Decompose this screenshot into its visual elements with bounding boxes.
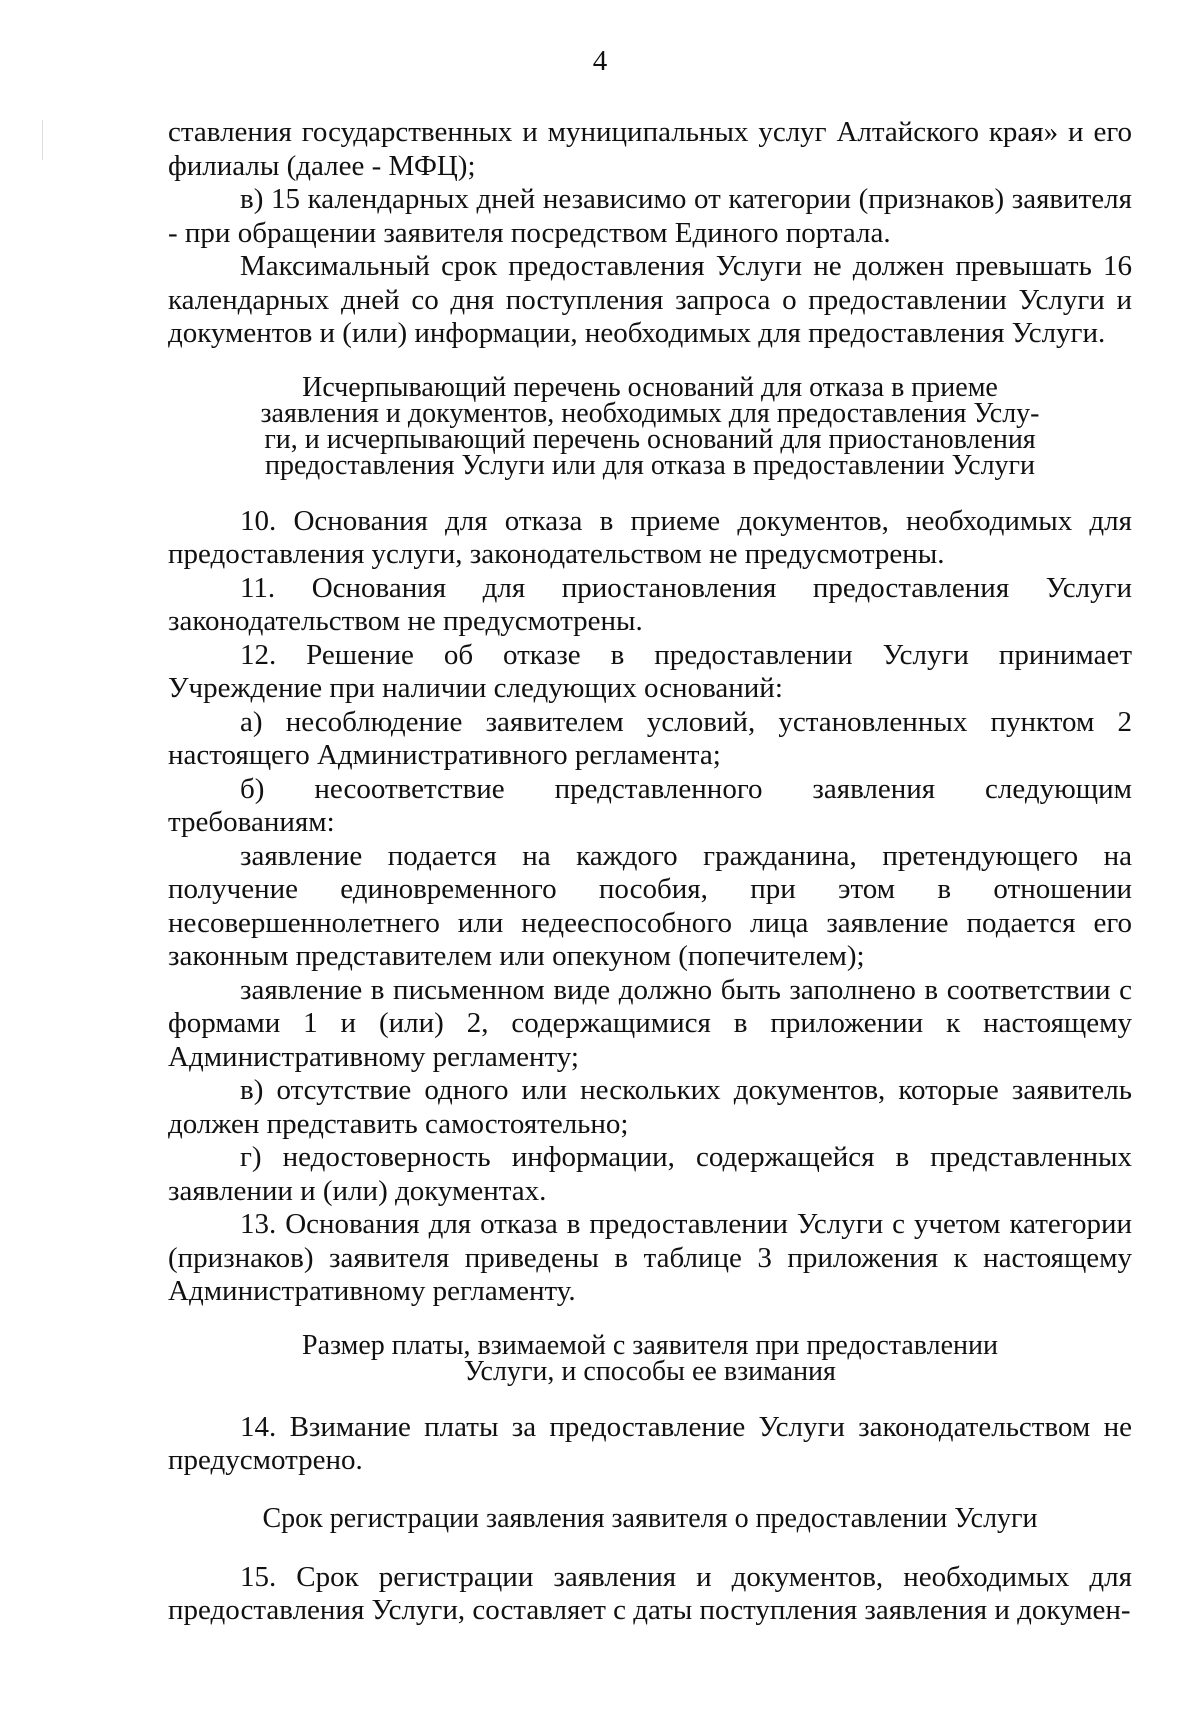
scan-edge-mark	[42, 120, 43, 160]
heading-line: Срок регистрации заявления заявителя о предоставлении Услуги	[262, 1502, 1038, 1534]
paragraph-12-a: а) несоблюдение заявителем условий, установленных пунктом 2 настоящего Административного регламента;	[168, 705, 1132, 771]
paragraph-12-b-req-2: заявление в письменном виде должно быть заполнено в соответствии с формами 1 и (или) 2, содержащимися в приложении к настоящему Административному регламенту;	[168, 973, 1132, 1073]
paragraph-13: 13. Основания для отказа в предоставлении Услуги с учетом категории (признаков) заявителя приведены в таблице 3 приложения к настоящему Административному регламенту.	[168, 1208, 1132, 1307]
paragraph-14: 14. Взимание платы за предоставление Услуги законодательством не предусмотрено.	[168, 1410, 1132, 1476]
paragraph-12-b-req-1: заявление подается на каждого гражданина, претендующего на получение единовременного пособия, при этом в отношении несовершеннолетнего или недееспособного лица заявление подается его законным представителем или опекуном (попечителем);	[168, 839, 1132, 972]
heading-line: ги, и исчерпывающий перечень оснований для приостановления	[264, 423, 1036, 455]
paragraph-15: 15. Срок регистрации заявления и документов, необходимых для предоставления Услуги, составляет с даты поступления заявления и докумен-	[168, 1560, 1132, 1626]
paragraph-continuation: ставления государственных и муниципальных услуг Алтайского края» и его филиалы (далее - МФЦ);	[168, 116, 1132, 182]
section-heading-registration	[168, 1502, 1132, 1535]
paragraph-item-v: в) 15 календарных дней независимо от категории (признаков) заявителя - при обращении заявителя посредством Единого портала.	[168, 183, 1132, 249]
heading-line: Размер платы, взимаемой с заявителя при предоставлении	[302, 1329, 998, 1361]
heading-line: предоставления Услуги или для отказа в предоставлении Услуги	[264, 449, 1036, 481]
paragraph-max-term: Максимальный срок предоставления Услуги не должен превышать 16 календарных дней со дня поступления запроса о предоставлении Услуги и документов и (или) информации, необходимых для предоставления Услуги.	[168, 250, 1132, 349]
heading-line: Исчерпывающий перечень оснований для отказа в приеме	[302, 371, 998, 403]
paragraph-12-g: г) недостоверность информации, содержащейся в представленных заявлении и (или) документах.	[168, 1141, 1132, 1207]
section-heading-fee	[168, 1329, 1132, 1387]
paragraph-10: 10. Основания для отказа в приеме документов, необходимых для предоставления услуги, законодательством не предусмотрены.	[168, 504, 1132, 570]
document-body	[168, 116, 1132, 1628]
section-heading-refusal	[168, 371, 1132, 481]
heading-line: Услуги, и способы ее взимания	[464, 1355, 836, 1387]
page-number: 4	[592, 45, 608, 77]
paragraph-12-v: в) отсутствие одного или нескольких документов, которые заявитель должен представить самостоятельно;	[168, 1074, 1132, 1140]
heading-line: заявления и документов, необходимых для предоставления Услу-	[260, 397, 1040, 429]
paragraph-12: 12. Решение об отказе в предоставлении Услуги принимает Учреждение при наличии следующих оснований:	[168, 638, 1132, 704]
paragraph-12-b: б) несоответствие представленного заявления следующим требованиям:	[168, 772, 1132, 838]
paragraph-11: 11. Основания для приостановления предоставления Услуги законодательством не предусмотрены.	[168, 571, 1132, 637]
